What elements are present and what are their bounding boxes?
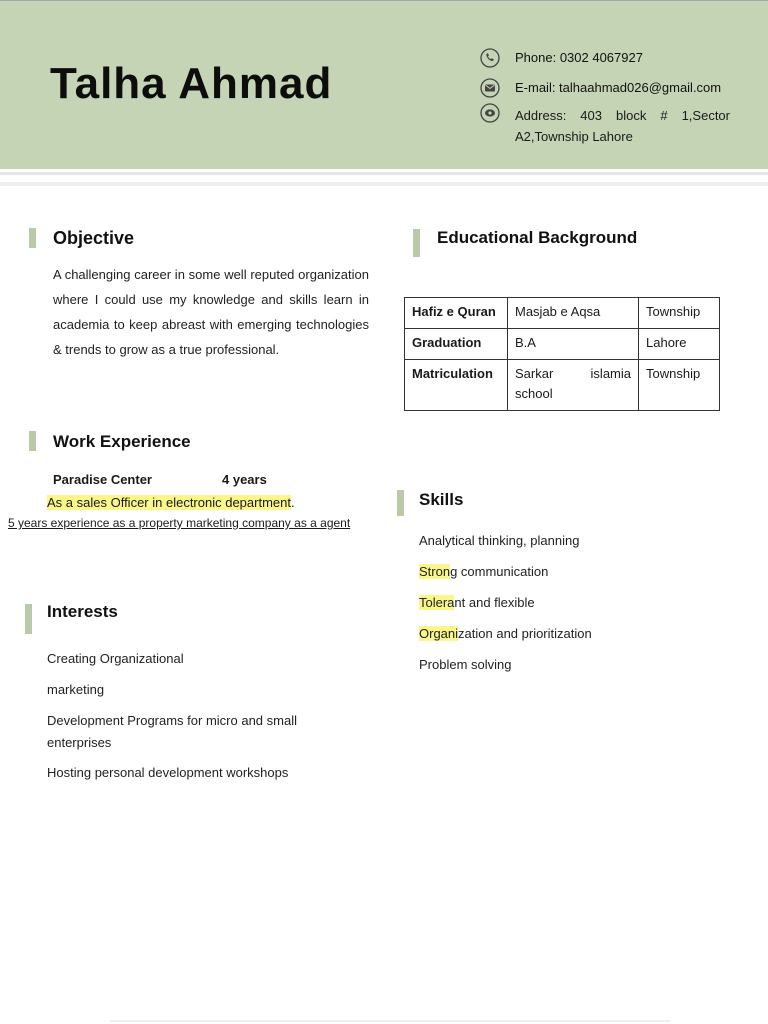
table-cell: Hafiz e Quran — [405, 298, 508, 329]
skill-item — [419, 592, 535, 614]
skill-item — [419, 561, 548, 583]
objective-text: A challenging career in some well reputed organization where I could use my knowledge and skills learn in academia to keep abreast with emerging technologies & trends to grow as a true professional. — [53, 267, 369, 357]
highlighted-text: As a sales Officer in electronic department — [47, 495, 291, 510]
interests-heading: Interests — [47, 602, 118, 621]
job-extra: 5 years experience as a property marketing company as a agent — [8, 516, 351, 530]
section-accent-bar — [25, 604, 32, 634]
table-cell: Sarkar islamia school — [508, 360, 639, 411]
table-row — [405, 360, 720, 411]
education-heading: Educational Background — [437, 228, 638, 247]
skill-text: Problem solving — [419, 657, 512, 672]
phone-icon — [480, 48, 500, 68]
location-icon — [480, 103, 500, 123]
skill-item — [419, 654, 512, 676]
table-cell: Matriculation — [405, 360, 508, 411]
job-duration: 4 years — [222, 472, 267, 487]
skill-item — [419, 530, 579, 552]
section-accent-bar — [413, 229, 420, 257]
table-cell: Township — [639, 298, 720, 329]
email-icon — [480, 78, 500, 98]
section-accent-bar — [29, 431, 36, 451]
interest-item: Hosting personal development workshops — [47, 765, 289, 780]
skill-item — [419, 623, 592, 645]
table-cell: Lahore — [639, 329, 720, 360]
job-role-tail: . — [291, 495, 295, 510]
interest-item: Development Programs for micro and small enterprises — [47, 713, 297, 750]
divider — [0, 172, 768, 175]
highlighted-text: Tolera — [419, 595, 455, 610]
phone-text: Phone: 0302 4067927 — [515, 50, 643, 65]
divider — [110, 1020, 670, 1022]
job-company: Paradise Center — [53, 472, 152, 487]
highlighted-text: Organi — [419, 626, 459, 641]
address-text: Address: 403 block # 1,Sector A2,Township Lahore — [515, 108, 730, 144]
candidate-name: Talha Ahmad — [50, 59, 333, 108]
skill-text: zation and prioritization — [458, 626, 592, 641]
work-heading: Work Experience — [53, 432, 191, 451]
table-cell: Township — [639, 360, 720, 411]
table-cell: Masjab e Aqsa — [508, 298, 639, 329]
job-role — [47, 495, 295, 510]
skill-text: g communication — [450, 564, 549, 579]
interest-item: Creating Organizational — [47, 651, 184, 666]
divider — [0, 182, 768, 186]
skill-text: nt and flexible — [454, 595, 535, 610]
table-cell: B.A — [508, 329, 639, 360]
objective-heading: Objective — [53, 228, 135, 248]
section-accent-bar — [29, 228, 36, 248]
highlighted-text: Stron — [419, 564, 451, 579]
table-row — [405, 329, 720, 360]
interest-item: marketing — [47, 682, 105, 697]
education-table — [404, 297, 720, 411]
header-banner — [0, 0, 768, 169]
section-accent-bar — [397, 490, 404, 516]
email-text: E-mail: talhaahmad026@gmail.com — [515, 80, 722, 95]
skills-heading: Skills — [419, 490, 464, 509]
table-row — [405, 298, 720, 329]
skill-text: Analytical thinking, planning — [419, 533, 580, 548]
table-cell: Graduation — [405, 329, 508, 360]
